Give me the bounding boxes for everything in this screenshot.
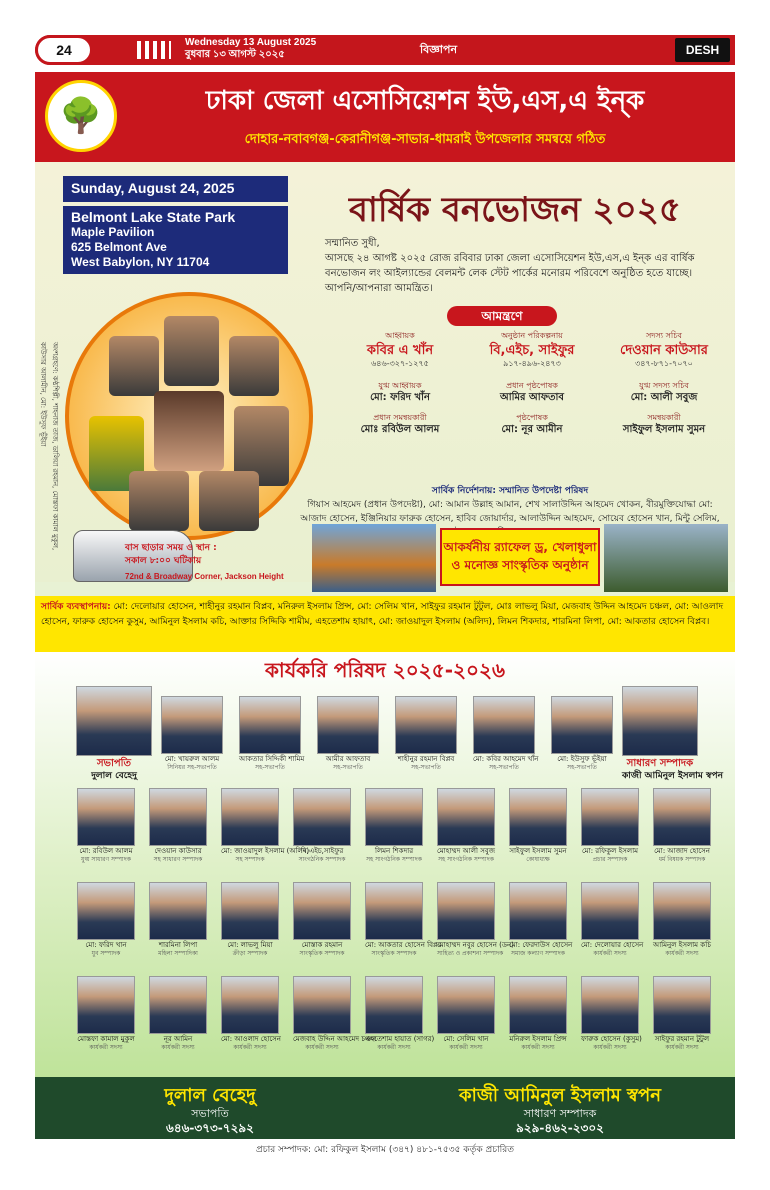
bus-time: সকাল ৮:০০ ঘটিকায় (125, 556, 202, 566)
artists-photo-collage (65, 292, 313, 540)
role-name: কবির এ খাঁন (366, 343, 434, 358)
venue-line3: 625 Belmont Ave (71, 240, 167, 254)
member-name: লিমন শিকদার (374, 847, 414, 855)
member-name: মো: আজাদ হোসেন (654, 847, 710, 855)
member-name: শারমিনা লিপা (158, 941, 198, 949)
role-title: পৃষ্ঠপোষক (516, 413, 548, 422)
member-photo (365, 882, 423, 940)
member-photo (77, 882, 135, 940)
artist-photo (199, 471, 259, 531)
committee-member (77, 882, 135, 958)
flag-icon (137, 41, 171, 59)
member-role: সমাজ কল্যাণ সম্পাদক (511, 950, 565, 957)
member-name: ফারুক হোসেন (কুসুম) (581, 1035, 642, 1043)
role-name: মো: নূর আমীন (501, 424, 563, 435)
member-name: মো: আকতার হোসেন বিপ্লব (365, 941, 442, 949)
president-phone: ৬৪৬-৩৭৩-৭২৯২ (166, 1121, 254, 1135)
header-date-bn: বুধবার ১৩ আগস্ট ২০২৫ (185, 49, 285, 60)
member-name: সাধারণ সম্পাদক (626, 758, 694, 769)
member-name: বি,এইচ,সাইফুর (300, 847, 344, 855)
member-name: মো: আওলাদ হোসেন (221, 1035, 281, 1043)
member-name: মো: ফরিদ খান (85, 941, 127, 949)
member-role: প্রচার সম্পাদক (592, 856, 628, 863)
committee-member (149, 788, 207, 864)
member-role: কার্যকরী সদস্য (89, 1044, 123, 1051)
member-photo (653, 976, 711, 1034)
member-role: কার্যকরী সদস্য (593, 950, 627, 957)
member-name: আমীর আফতাব (325, 755, 371, 763)
member-role: ধর্ম বিষয়ক সম্পাদক (658, 856, 706, 863)
member-role: কার্যকরী সদস্য (449, 1044, 483, 1051)
member-role: মহিলা সম্পাদিকা (158, 950, 198, 957)
member-role: কার্যকরী সদস্য (593, 1044, 627, 1051)
event-venue (63, 206, 288, 274)
member-photo (239, 696, 301, 754)
committee-member (365, 788, 423, 864)
committee-member (239, 696, 305, 772)
member-name: মো: খায়রুল আলম (164, 755, 220, 763)
artist-photo (229, 336, 279, 396)
member-photo (365, 976, 423, 1034)
member-photo (395, 696, 457, 754)
footer-credit: প্রচার সম্পাদক: মো: রফিকুল ইসলাম (৩৪৭) ৪৮১-৭৫৩৫ কর্তৃক প্রচারিত (35, 1139, 735, 1157)
member-photo (653, 788, 711, 846)
member-name: মো: দেলোয়ার হোসেন (581, 941, 644, 949)
venue-line4: West Babylon, NY 11704 (71, 255, 210, 269)
member-name: দেওয়ান কাউসার (154, 847, 202, 855)
member-name: মো: লাভলু মিয়া (227, 941, 273, 949)
bus-info (125, 542, 295, 568)
park-sign-photo (604, 524, 728, 592)
member-role: সহ সাধারণ সম্পাদক (153, 856, 203, 863)
member-photo (161, 696, 223, 754)
bus-location: 72nd & Broadway Corner, Jackson Height (125, 572, 284, 581)
role-title: প্রধান পৃষ্ঠপোষক (506, 381, 558, 390)
member-photo (581, 976, 639, 1034)
management-block (35, 596, 735, 652)
member-photo (293, 976, 351, 1034)
committee-member (653, 788, 711, 864)
member-name: মো: জাওয়াদুল ইসলাম (অলিদ) (221, 847, 310, 855)
member-role: কার্যকরী সদস্য (305, 1044, 339, 1051)
member-photo (293, 788, 351, 846)
member-photo (622, 686, 698, 756)
member-photo (221, 788, 279, 846)
role-title: প্রধান সমন্বয়কারী (373, 413, 427, 422)
committee-member (221, 788, 310, 864)
member-photo (149, 788, 207, 846)
role-title: যুগ্ম সদস্য সচিব (639, 381, 689, 390)
member-name: সাইফুর রহমান টুটুল (654, 1035, 710, 1043)
committee-member (317, 696, 379, 772)
member-photo (551, 696, 613, 754)
committee-member (437, 882, 514, 958)
committee-member (221, 882, 279, 958)
committee-member (509, 976, 567, 1052)
header-date-en: Wednesday 13 August 2025 (185, 37, 317, 48)
committee-member (581, 788, 639, 864)
page-number: 24 (35, 35, 93, 65)
committee-member (293, 788, 351, 864)
committee-member (473, 696, 539, 772)
role-title: সমন্বয়কারী (647, 413, 681, 422)
committee-member (365, 882, 442, 958)
member-role: সহ-সভাপতি (489, 764, 519, 771)
role-title: অনুষ্ঠান পরিকল্পনায় (501, 331, 563, 340)
role-phone: ৬৪৬-৩২৭-১২৭৫ (371, 359, 429, 368)
committee-member (551, 696, 613, 772)
committee-member (581, 882, 644, 958)
member-role: সহ সাংগঠনিক সম্পাদক (438, 856, 494, 863)
member-role: সাংগঠনিক সম্পাদক (298, 856, 346, 863)
bus-label: বাস ছাড়ার সময় ও স্থান : (125, 543, 217, 553)
member-role: কার্যকরী সদস্য (665, 1044, 699, 1051)
raffle-banner (440, 528, 600, 586)
committee-member (365, 976, 435, 1052)
member-name: মো: সেলিম খান (443, 1035, 489, 1043)
member-role: সহ-সভাপতি (333, 764, 363, 771)
committee-member (581, 976, 642, 1052)
org-emblem-icon: 🌳 (45, 80, 117, 152)
invite-body: আসছে ২৪ আগষ্ট ২০২৫ রোজ রবিবার ঢাকা জেলা এসোসিয়েশন ইউ,এস,এ ইন্ক এর বার্ষিক বনভোজন লং আইল্যান্ডের বেলমন্ট লেক স্টেট পার্কের মনোরম পরিবেশে অনুষ্ঠিত হতে যাচ্ছে। আপনি/আপনারা আমন্ত্রিত। (325, 253, 695, 294)
member-name: মোস্তফা কামাল মুকুল (77, 1035, 135, 1043)
member-name: মো: রবিউল আলম (79, 847, 133, 855)
member-photo (581, 788, 639, 846)
member-role: সাংস্কৃতিক সম্পাদক (299, 950, 345, 957)
artists-names: অংশগ্রহণে: কণ্ঠশিল্পী, শাহনাজ তাজ, ডালিয়া রহমান, মোস্তফা কামাল মুকুল, কাউসার আলামীন, মো: ইউসুফ ভূঁইয়া (39, 342, 59, 551)
member-name: মো: ইউসুফ ভূঁইয়া (557, 755, 607, 763)
member-role: সহ-সভাপতি (255, 764, 285, 771)
member-role: দুলাল বেহেদু (91, 771, 137, 781)
member-role: সহ-সভাপতি (567, 764, 597, 771)
role-title: সদস্য সচিব (646, 331, 682, 340)
secretary-name: কাজী আমিনুল ইসলাম স্বপন (459, 1085, 661, 1106)
management-heading: সার্বিক ব্যবস্থাপনায়: (41, 602, 111, 612)
member-role: যুগ্ম সাধারণ সম্পাদক (81, 856, 131, 863)
artist-photo (164, 316, 219, 386)
committee-member (653, 882, 711, 958)
committee-member (149, 976, 207, 1052)
advertisement (35, 72, 735, 1157)
member-name: আকতার সিদ্দিকী শামিম (239, 755, 305, 763)
member-photo (509, 788, 567, 846)
committee-member (509, 882, 573, 958)
member-photo (149, 976, 207, 1034)
president-title: সভাপতি (191, 1107, 229, 1120)
member-role: সাহিত্য ও প্রকাশনা সম্পাদক (437, 950, 504, 957)
member-photo (221, 882, 279, 940)
role-name: আমির আফতাব (499, 392, 564, 403)
member-name: মো: ফেরদাউস হোসেন (509, 941, 573, 949)
member-role: যুব সম্পাদক (91, 950, 121, 957)
committee-member (622, 686, 723, 782)
committee-member (77, 788, 135, 864)
role-name: বি,এইচ, সাইফুর (489, 343, 575, 358)
member-name: মোস্তাক রহমান (301, 941, 343, 949)
org-name: ঢাকা জেলা এসোসিয়েশন ইউ,এস,এ ইন্ক (205, 86, 645, 116)
member-role: সিনিয়র সহ-সভাপতি (167, 764, 217, 771)
member-photo (365, 788, 423, 846)
member-role: সহ সম্পাদক (235, 856, 265, 863)
committee-member (76, 686, 152, 782)
member-role: ক্রীড়া সম্পাদক (232, 950, 268, 957)
member-role: কার্যকরী সদস্য (665, 950, 699, 957)
committee-member (653, 976, 711, 1052)
member-role: কার্যকরী সদস্য (377, 1044, 411, 1051)
member-name: এহতেশাম হায়াত (সাগর) (365, 1035, 435, 1043)
member-name: মোহাম্মদ আলী সবুজ (437, 847, 495, 855)
advisors-list: গিয়াস আহমেদ (প্রধান উপদেষ্টা), মো: আমান উল্লাহ আমান, শেখ সালাউদ্দিন আহমেদ খোকন, বীরমুক্তিযোদ্ধা মো: আজাদ হোসেন, ইঞ্জিনিয়ার ফারুক হোসেন, হাবিব জোয়ার্দার, আলাউদ্দিন আহমেদ, সোয়েব হোসেন খান, মিন্টু সেলিম, (300, 500, 720, 524)
committee-member (395, 696, 457, 772)
member-photo (437, 788, 495, 846)
venue-line2: Maple Pavilion (71, 225, 155, 239)
member-photo (77, 976, 135, 1034)
member-photo (473, 696, 535, 754)
role-name: মো: আলী সবুজ (630, 392, 698, 403)
member-name: আমিনুল ইসলাম কচি (653, 941, 711, 949)
role-phone: ৯১৭-৪৯৬-২৪৭৩ (503, 359, 561, 368)
secretary-title: সাধারণ সম্পাদক (523, 1107, 597, 1120)
member-photo (293, 882, 351, 940)
role-name: মো: ফরিদ খাঁন (370, 392, 430, 403)
committee-member (293, 882, 351, 958)
member-role: সহ সাংগঠনিক সম্পাদক (366, 856, 422, 863)
role-title: আহ্বায়ক (385, 331, 415, 340)
member-photo (221, 976, 279, 1034)
member-role: সাংস্কৃতিক সম্পাদক (371, 950, 417, 957)
invite-greeting: সম্মানিত সুধী, (325, 238, 380, 249)
member-role: সহ-সভাপতি (411, 764, 441, 771)
member-photo (509, 882, 567, 940)
member-photo (581, 882, 639, 940)
event-date: Sunday, August 24, 2025 (63, 176, 288, 202)
header-date (185, 37, 316, 61)
secretary-phone: ৯২৯-৪৬২-২৩০২ (516, 1121, 604, 1135)
role-name: মোঃ রবিউল আলম (360, 424, 440, 435)
member-photo (149, 882, 207, 940)
member-photo (653, 882, 711, 940)
newspaper-logo: DESH (675, 38, 730, 62)
member-photo (437, 976, 495, 1034)
venue-name: Belmont Lake State Park (71, 209, 236, 225)
committee-member (509, 788, 567, 864)
member-name: নূর আমিন (163, 1035, 193, 1043)
member-name: শাহীনুর রহমান বিপ্লব (397, 755, 455, 763)
member-photo (76, 686, 152, 756)
member-role: কোষাধ্যক্ষ (526, 856, 550, 863)
signatories-bar (35, 1077, 735, 1139)
member-role: কার্যকরী সদস্য (161, 1044, 195, 1051)
member-name: মনিরুল ইসলাম প্রিন্স (509, 1035, 567, 1043)
committee-member (293, 976, 377, 1052)
committee-member (221, 976, 279, 1052)
raffle-line1: আকর্ষনীয় র‍্যাফেল ড্র, খেলাধুলা (443, 540, 597, 554)
page-header (35, 35, 735, 65)
committee-member (161, 696, 223, 772)
lake-photo (312, 524, 436, 592)
committee-title: কার্যকরি পরিষদ ২০২৫-২০২৬ (264, 658, 506, 682)
role-name: সাইফুল ইসলাম সুমন (622, 424, 706, 435)
committee-member (77, 976, 135, 1052)
member-name: সাইফুল ইসলাম সুমন (509, 847, 567, 855)
member-role: কার্যকরী সদস্য (521, 1044, 555, 1051)
org-subtitle: দোহার-নবাবগঞ্জ-কেরানীগঞ্জ-সাভার-ধামরাই উপজেলার সমন্বয়ে গঠিত (244, 132, 606, 147)
artist-photo (109, 336, 159, 396)
committee-member (149, 882, 207, 958)
committee-member (437, 976, 495, 1052)
section-label: বিজ্ঞাপন (420, 43, 458, 56)
raffle-line2: ও মনোজ্ঞ সাংস্কৃতিক অনুষ্ঠান (451, 558, 589, 572)
president-name: দুলাল বেহেদু (164, 1085, 256, 1106)
member-name: মোহাম্মদ নবুর হোসেন (ডন) (437, 941, 514, 949)
role-title: যুগ্ম আহ্বায়ক (378, 381, 422, 390)
event-title: বার্ষিক বনভোজন ২০২৫ (349, 190, 681, 230)
artist-photo (129, 471, 189, 531)
management-list: মো: দেলোয়ার হোসেন, শাহীনুর রহমান বিপ্লব, মনিরুল ইসলাম প্রিন্স, মো: সেলিম খান, সাইফুর রহমান টুটুল, মোঃ লাভলু মিয়া, মেজবাহ উদ্দিন আহমেদ চঞ্চল, মো: আওলাদ হোসেন, ফারুক হোসেন কুসুম, আমিনুল ইসলাম কচি, আক্তার সিদ্দিকি শামীম, এহতেশাম হায়াৎ, মো: জাওয়াদুল ইসলাম (অলিদ), লিমন শিকদার, শারমিনা লিপা, মো: আকতার হোসেন বিপ্লব। (41, 602, 724, 627)
member-role: কাজী আমিনুল ইসলাম স্বপন (622, 771, 723, 781)
invitation-label: আমন্ত্রণে (447, 306, 557, 326)
member-photo (509, 976, 567, 1034)
artist-photo (154, 391, 224, 471)
member-photo (317, 696, 379, 754)
advisors-heading: সার্বিক নির্দেশনায়: সম্মানিত উপদেষ্টা পরিষদ (431, 486, 589, 496)
member-name: সভাপতি (96, 758, 132, 769)
member-name: মেজবাহ উদ্দিন আহমেদ চঞ্চল (293, 1035, 377, 1043)
role-name: দেওয়ান কাউসার (620, 343, 708, 358)
member-photo (77, 788, 135, 846)
invitation-text (325, 236, 725, 296)
member-name: মো: কবির আহমেদ খাঁন (473, 755, 539, 763)
member-name: মো: রফিকুল ইসলাম (581, 847, 639, 855)
member-photo (437, 882, 495, 940)
member-role: কার্যকরী সদস্য (233, 1044, 267, 1051)
role-phone: ৩৪৭-৮৭১-৭০৭০ (635, 359, 693, 368)
committee-member (437, 788, 495, 864)
